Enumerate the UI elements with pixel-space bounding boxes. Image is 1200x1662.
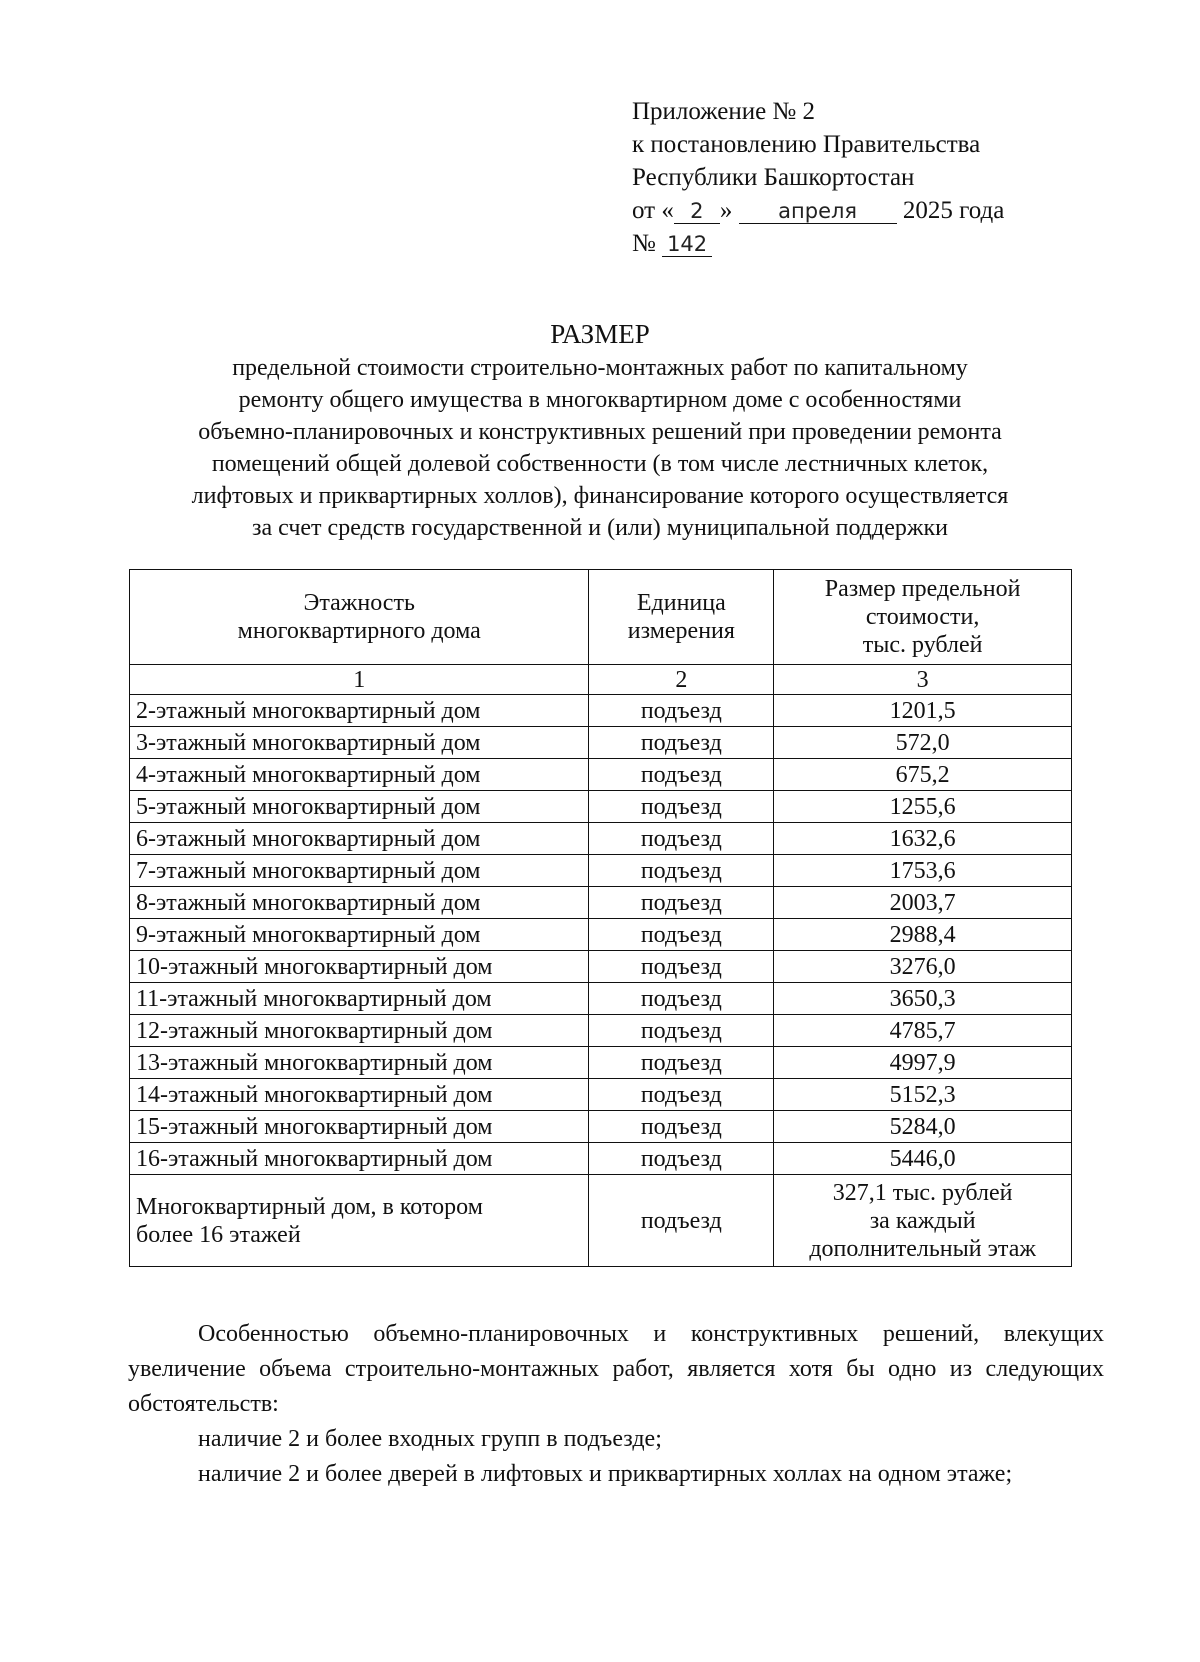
appendix-number-line: [632, 227, 1004, 260]
cell-floors: [130, 1175, 589, 1267]
date-month-handwritten: апреля: [739, 199, 897, 224]
document-subtitle: [110, 352, 1090, 544]
cell-floors: 7-этажный многоквартирный дом: [130, 855, 589, 887]
table-header-row: [130, 570, 1072, 665]
cell-floors: 16-этажный многоквартирный дом: [130, 1143, 589, 1175]
cell-unit: подъезд: [589, 727, 774, 759]
table-row-over-16: [130, 1175, 1072, 1267]
date-day-handwritten: 2: [674, 199, 720, 224]
date-year: 2025 года: [902, 197, 1005, 224]
cell-floors: 2-этажный многоквартирный дом: [130, 695, 589, 727]
cell-unit: подъезд: [589, 1015, 774, 1047]
cell-unit: подъезд: [589, 823, 774, 855]
header-unit-line: Единица: [636, 590, 726, 616]
table-row: [130, 983, 1072, 1015]
cell-unit: подъезд: [589, 919, 774, 951]
cell-value: 4785,7: [774, 1015, 1072, 1047]
cell-value: 1201,5: [774, 695, 1072, 727]
cell-floors: 11-этажный многоквартирный дом: [130, 983, 589, 1015]
cell-value: 675,2: [774, 759, 1072, 791]
cell-value: 1255,6: [774, 791, 1072, 823]
cell-value: 2988,4: [774, 919, 1072, 951]
appendix-line-3: Республики Башкортостан: [632, 164, 915, 191]
table-row: [130, 727, 1072, 759]
header-floors-line: Этажность: [303, 590, 415, 616]
cell-floors: 12-этажный многоквартирный дом: [130, 1015, 589, 1047]
cell-unit: подъезд: [589, 983, 774, 1015]
date-mid: »: [719, 197, 733, 224]
subtitle-line: предельной стоимости строительно-монтажных работ по капитальному: [232, 355, 968, 381]
cell-floors: 13-этажный многоквартирный дом: [130, 1047, 589, 1079]
cell-value-line: 327,1 тыс. рублей: [832, 1179, 1013, 1206]
cell-floors: 9-этажный многоквартирный дом: [130, 919, 589, 951]
cell-unit: подъезд: [589, 855, 774, 887]
subtitle-line: за счет средств государственной и (или) муниципальной поддержки: [252, 515, 948, 541]
cell-value-line: за каждый: [869, 1207, 976, 1234]
cell-value: 3276,0: [774, 951, 1072, 983]
table-row: [130, 887, 1072, 919]
list-item: наличие 2 и более дверей в лифтовых и приквартирных холлах на одном этаже;: [198, 1461, 1013, 1487]
cell-floors: 3-этажный многоквартирный дом: [130, 727, 589, 759]
cell-unit: подъезд: [589, 887, 774, 919]
cell-floors: 5-этажный многоквартирный дом: [130, 791, 589, 823]
date-prefix: от «: [632, 197, 674, 224]
cell-unit: подъезд: [589, 1143, 774, 1175]
cell-floors: 8-этажный многоквартирный дом: [130, 887, 589, 919]
cell-floors: 10-этажный многоквартирный дом: [130, 951, 589, 983]
column-number: 1: [130, 665, 589, 695]
cell-unit: подъезд: [589, 951, 774, 983]
table-row: [130, 1111, 1072, 1143]
cell-unit: подъезд: [589, 1047, 774, 1079]
cell-value: 5152,3: [774, 1079, 1072, 1111]
cell-unit: подъезд: [589, 759, 774, 791]
body-text: [128, 1317, 1104, 1492]
table-row: [130, 695, 1072, 727]
header-value-line: тыс. рублей: [862, 632, 983, 658]
cell-value: 4997,9: [774, 1047, 1072, 1079]
header-value-line: стоимости,: [865, 604, 980, 630]
table-row: [130, 919, 1072, 951]
number-handwritten: 142: [662, 232, 712, 257]
cell-floors: 6-этажный многоквартирный дом: [130, 823, 589, 855]
table-row: [130, 855, 1072, 887]
table-row: [130, 759, 1072, 791]
table-row: [130, 823, 1072, 855]
cell-floors: 4-этажный многоквартирный дом: [130, 759, 589, 791]
appendix-date-line: [632, 194, 1004, 227]
cell-value: 1632,6: [774, 823, 1072, 855]
header-unit-line: измерения: [627, 618, 735, 644]
column-number: 2: [589, 665, 774, 695]
table-row: [130, 1047, 1072, 1079]
header-floors: [130, 570, 589, 665]
column-number-row: [130, 665, 1072, 695]
header-unit: [589, 570, 774, 665]
table-row: [130, 1015, 1072, 1047]
header-value: [774, 570, 1072, 665]
cell-value: 2003,7: [774, 887, 1072, 919]
cell-unit: подъезд: [589, 1175, 774, 1267]
subtitle-line: ремонту общего имущества в многоквартирном доме с особенностями: [238, 387, 962, 413]
subtitle-line: лифтовых и приквартирных холлов), финансирование которого осуществляется: [191, 483, 1009, 509]
cell-value: 572,0: [774, 727, 1072, 759]
list-item: наличие 2 и более входных групп в подъезде;: [198, 1426, 662, 1452]
cell-floors: 14-этажный многоквартирный дом: [130, 1079, 589, 1111]
table-row: [130, 1079, 1072, 1111]
cell-floors-line: Многоквартирный дом, в котором: [136, 1193, 483, 1220]
appendix-block: [632, 95, 1004, 260]
cell-unit: подъезд: [589, 695, 774, 727]
cell-floors: 15-этажный многоквартирный дом: [130, 1111, 589, 1143]
cell-unit: подъезд: [589, 1111, 774, 1143]
table-row: [130, 951, 1072, 983]
cell-unit: подъезд: [589, 1079, 774, 1111]
appendix-line-1: Приложение № 2: [632, 98, 816, 125]
cell-unit: подъезд: [589, 791, 774, 823]
document-title: РАЗМЕР: [550, 319, 650, 349]
cell-value: 5284,0: [774, 1111, 1072, 1143]
column-number: 3: [774, 665, 1072, 695]
cell-value-line: дополнительный этаж: [809, 1235, 1036, 1262]
appendix-line-2: к постановлению Правительства: [632, 131, 981, 158]
table-row: [130, 1143, 1072, 1175]
number-prefix: №: [632, 230, 656, 257]
cell-floors-line: более 16 этажей: [136, 1221, 301, 1248]
cell-value: 3650,3: [774, 983, 1072, 1015]
subtitle-line: помещений общей долевой собственности (в том числе лестничных клеток,: [211, 451, 989, 477]
table-row: [130, 791, 1072, 823]
header-floors-line: многоквартирного дома: [237, 618, 481, 644]
header-value-line: Размер предельной: [824, 576, 1021, 602]
cell-value: [774, 1175, 1072, 1267]
cell-value: 5446,0: [774, 1143, 1072, 1175]
subtitle-line: объемно-планировочных и конструктивных решений при проведении ремонта: [198, 419, 1002, 445]
body-paragraph: Особенностью объемно-планировочных и конструктивных решений, влекущих увеличение объема строительно-монтажных работ, является хотя бы одно из следующих обстоятельств:: [128, 1321, 1104, 1417]
cost-table: [129, 569, 1072, 1267]
cell-value: 1753,6: [774, 855, 1072, 887]
